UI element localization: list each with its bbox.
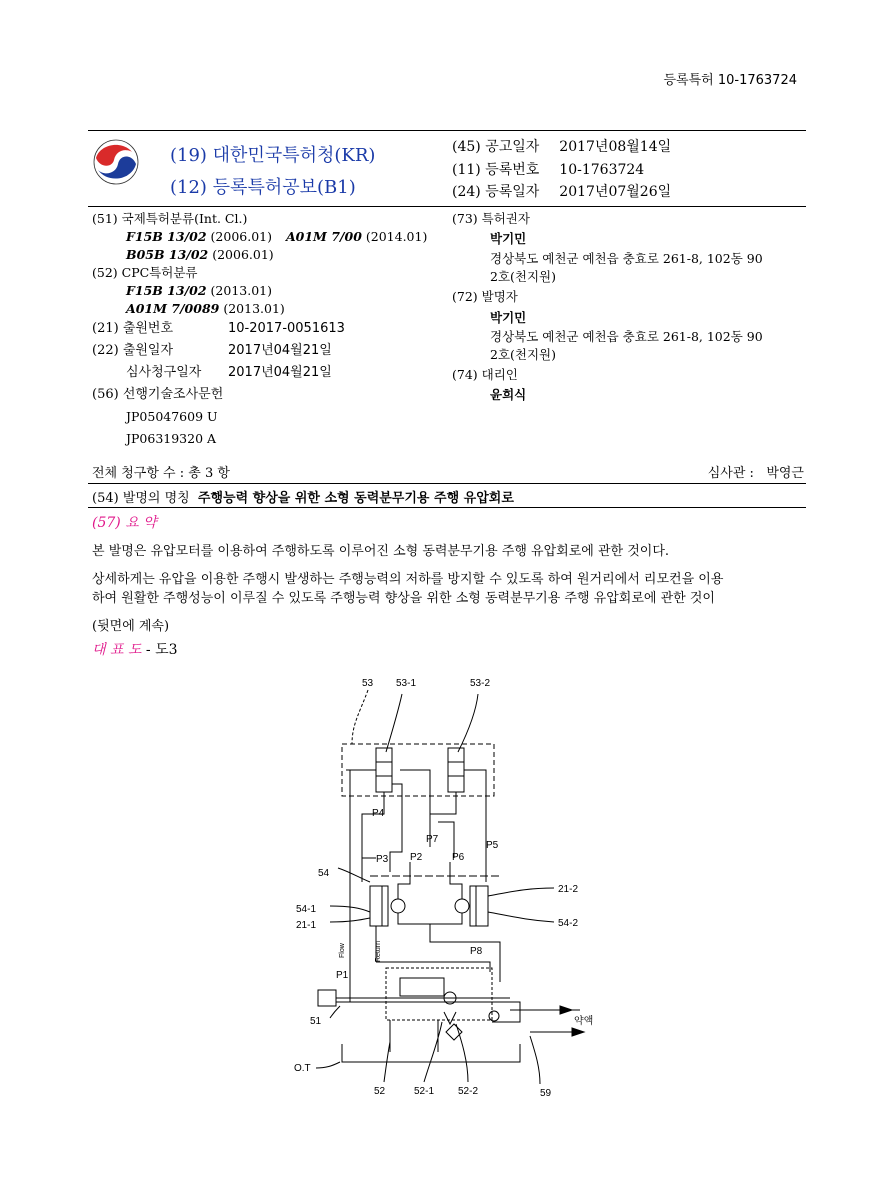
header-right (452, 136, 671, 204)
ipc-date-3: (2006.01) (212, 247, 274, 262)
inventor-address-2: 2호(천지원) (490, 347, 557, 362)
abstract-paragraph-2b: 하여 원활한 주행성능이 이루질 수 있도록 주행능력 향상을 위한 소형 동력분무기용 주행 유압회로에 관한 것이 (92, 591, 715, 606)
inventor-label: (72) 발명자 (452, 289, 518, 304)
biblio-right (452, 210, 812, 404)
exam-date-label: 심사청구일자 (126, 365, 202, 380)
reg-date-label: (24) 등록일자 (452, 184, 540, 200)
app-date: 2017년04월21일 (228, 343, 332, 358)
title-rule (88, 507, 806, 508)
title-label: (54) 발명의 명칭 (92, 491, 190, 506)
fig-label-p4: P4 (372, 808, 385, 819)
fig-label-p6: P6 (452, 852, 465, 863)
examiner: 심사관 : 박영근 (707, 466, 804, 481)
reg-no-label: (11) 등록번호 (452, 161, 540, 178)
owner-address-1: 경상북도 예천군 예천읍 충효로 261-8, 102동 90 (490, 251, 763, 266)
fig-label-p2: P2 (410, 852, 423, 863)
publication-kind: (12) 등록특허공보(B1) (170, 177, 356, 198)
inventor-name: 박기민 (490, 310, 527, 325)
hydraulic-circuit-figure (290, 672, 610, 1102)
abstract-paragraph-1: 본 발명은 유압모터를 이용하여 주행하도록 이루어진 소형 동력분무기용 주행 유압회로에 관한 것이다. (92, 544, 670, 559)
ipc-code-2: A01M 7/00 (285, 229, 362, 244)
kipo-logo-icon (92, 138, 140, 186)
document-id: 등록특허 10-1763724 (663, 73, 797, 88)
fig-label-ot: O.T (294, 1063, 311, 1074)
owner-label: (73) 특허권자 (452, 211, 530, 226)
fig-label-52-1: 52-1 (414, 1086, 435, 1097)
abstract-heading: (57) 요 약 (92, 515, 157, 531)
rep-fig-label: 대 표 도 (92, 642, 142, 658)
ipc-code-1: F15B 13/02 (126, 229, 207, 244)
inventor-address-1: 경상북도 예천군 예천읍 충효로 261-8, 102동 90 (490, 329, 763, 344)
fig-label-59: 59 (540, 1088, 552, 1099)
fig-label-return: Return (375, 940, 382, 962)
fig-label-53-1: 53-1 (396, 678, 417, 689)
prior-art-1: JP05047609 U (126, 409, 218, 424)
app-no: 10-2017-0051613 (228, 321, 345, 336)
top-rule (88, 130, 806, 131)
fig-label-chemical: 약액 (574, 1016, 594, 1027)
header-rule (88, 206, 806, 207)
cpc-label: (52) CPC특허분류 (92, 265, 198, 280)
exam-date: 2017년04월21일 (228, 365, 332, 380)
fig-label-p1: P1 (336, 970, 349, 981)
fig-label-p5: P5 (486, 840, 499, 851)
abstract-paragraph-2a: 상세하게는 유압을 이용한 주행시 발생하는 주행능력의 저하를 방지할 수 있도록 하여 원거리에서 리모컨을 이용 (92, 572, 724, 587)
fig-label-p3: P3 (376, 854, 389, 865)
pub-date: 2017년08월14일 (559, 139, 672, 155)
fig-label-p7: P7 (426, 834, 439, 845)
fig-label-21-2: 21-2 (558, 884, 579, 895)
reg-no: 10-1763724 (559, 161, 645, 178)
fig-label-flow: Flow (339, 943, 346, 958)
claims-rule (88, 483, 806, 484)
fig-label-51: 51 (310, 1016, 322, 1027)
rep-fig-value: - 도3 (141, 642, 178, 658)
biblio-left (92, 210, 452, 450)
cpc-code-2: A01M 7/0089 (126, 301, 220, 316)
office-name: (19) 대한민국특허청(KR) (170, 145, 376, 166)
fig-label-54: 54 (318, 868, 330, 879)
continued-note: (뒷면에 계속) (92, 619, 170, 634)
owner-address-2: 2호(천지원) (490, 269, 557, 284)
owner-name: 박기민 (490, 231, 527, 246)
fig-label-53-2: 53-2 (470, 678, 491, 689)
fig-label-p8: P8 (470, 946, 483, 957)
app-date-label: (22) 출원일자 (92, 343, 174, 358)
prior-art-label: (56) 선행기술조사문헌 (92, 387, 224, 402)
invention-title: 주행능력 향상을 위한 소형 동력분무기용 주행 유압회로 (197, 491, 514, 506)
app-no-label: (21) 출원번호 (92, 321, 174, 336)
invention-title-row (92, 487, 514, 506)
representative-figure (92, 639, 178, 659)
fig-label-21-1: 21-1 (296, 920, 317, 931)
prior-art-2: JP06319320 A (126, 431, 217, 446)
cpc-code-1: F15B 13/02 (126, 283, 207, 298)
agent-name: 윤희식 (490, 387, 527, 402)
claims-count: 전체 청구항 수 : 총 3 항 (92, 466, 230, 481)
ipc-date-1: (2006.01) (210, 229, 272, 244)
ipc-label: (51) 국제특허분류(Int. Cl.) (92, 211, 248, 226)
reg-date: 2017년07월26일 (559, 184, 672, 200)
fig-label-54-2: 54-2 (558, 918, 579, 929)
agent-label: (74) 대리인 (452, 367, 518, 382)
ipc-code-3: B05B 13/02 (126, 247, 209, 262)
fig-label-52: 52 (374, 1086, 386, 1097)
fig-label-54-1: 54-1 (296, 904, 317, 915)
ipc-date-2: (2014.01) (365, 229, 428, 244)
cpc-date-2: (2013.01) (223, 301, 285, 316)
fig-label-53: 53 (362, 678, 374, 689)
fig-label-52-2: 52-2 (458, 1086, 479, 1097)
cpc-date-1: (2013.01) (210, 283, 272, 298)
pub-date-label: (45) 공고일자 (452, 139, 540, 155)
